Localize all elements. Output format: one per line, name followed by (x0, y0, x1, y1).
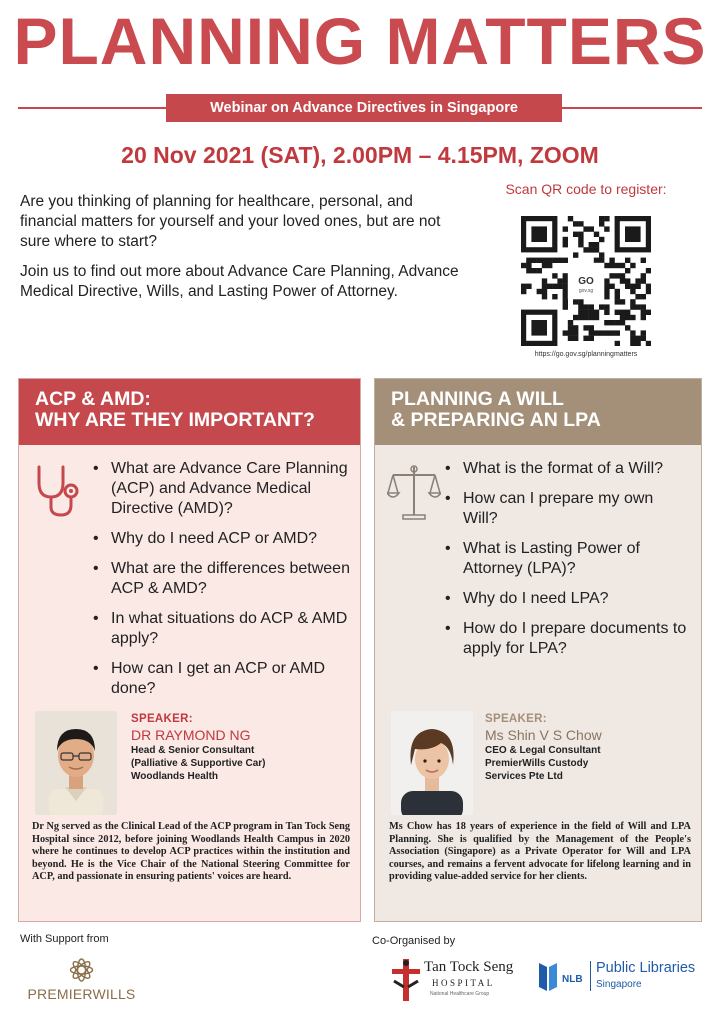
registration-qr-code[interactable] (521, 216, 651, 346)
qr-center-text: GO (578, 276, 594, 287)
support-label: With Support from (20, 933, 109, 945)
panel-heading-line: & PREPARING AN LPA (391, 409, 601, 431)
panel-heading-line: ACP & AMD: (35, 388, 151, 410)
question-item: • How can I get an ACP or AMD done? (91, 659, 353, 699)
qr-code-icon (521, 216, 651, 346)
speaker-role: Woodlands Health (131, 771, 219, 782)
qr-label: Scan QR code to register: (505, 181, 667, 197)
panel-heading (375, 379, 701, 445)
speaker-bio: Ms Chow has 18 years of experience in the field of Will and LPA Planning. She is qualified by the Management of the People's Association (Singapore) as a Private Operator for Will and LPA courses, and remains a fervent advocate for lifelong learning and in providing value-added service for her clients. (389, 821, 691, 882)
nlb-divider (590, 961, 591, 991)
speaker-photo (35, 711, 117, 815)
speaker-info (485, 713, 695, 783)
question-item: • What is the format of a Will? (443, 459, 691, 479)
question-item: • Why do I need ACP or AMD? (91, 529, 353, 549)
coorganiser-label: Co-Organised by (372, 935, 456, 947)
nlb-logo (536, 955, 704, 1001)
speaker-photo (391, 711, 473, 815)
speaker-bio: Dr Ng served as the Clinical Lead of the ACP program in Tan Tock Seng Hospital since 2012, before joining Woodlands Health Campus in 2020 where he continues to develop ACP practices within the institution and beyond. He is the Vice Chair of the National Steering Committee for ACP, and passionate in ensuring patients' voices are heard. (32, 821, 350, 882)
ttsh-name: Tan Tock Seng (424, 959, 514, 975)
qr-url[interactable]: https://go.gov.sg/planningmatters (534, 351, 638, 358)
speaker-role: PremierWills Custody (485, 758, 589, 769)
subtitle-banner: Webinar on Advance Directives in Singapore (166, 94, 562, 122)
question-item: • How do I prepare documents to apply for LPA? (443, 619, 691, 659)
speaker-role: Head & Senior Consultant (131, 745, 255, 756)
panel-heading-line: PLANNING A WILL (391, 388, 564, 410)
speaker-role: Services Pte Ltd (485, 771, 563, 782)
subtitle-rule-left (18, 107, 166, 109)
question-list (91, 459, 353, 709)
question-item: • How can I prepare my own Will? (443, 489, 691, 529)
speaker-info (131, 713, 351, 783)
intro-text (20, 192, 460, 312)
lotus-icon (24, 958, 139, 988)
ttsh-emblem-icon (390, 957, 422, 1003)
scales-icon (387, 463, 441, 523)
question-item: • In what situations do ACP & AMD apply? (91, 609, 353, 649)
nlb-title: Public Libraries (596, 960, 696, 976)
nlb-tag: NLB (562, 974, 583, 985)
speaker-name: Ms Shin V S Chow (485, 727, 602, 743)
nlb-subtitle: Singapore (596, 979, 642, 990)
panel-heading-line: WHY ARE THEY IMPORTANT? (35, 409, 315, 431)
page-title: PLANNING MATTERS (13, 4, 707, 78)
speaker-role: (Palliative & Supportive Car) (131, 758, 266, 769)
question-item: • Why do I need LPA? (443, 589, 691, 609)
event-date: 20 Nov 2021 (SAT), 2.00PM – 4.15PM, ZOOM (121, 142, 599, 168)
question-item: • What are the differences between ACP & AMD? (91, 559, 353, 599)
ttsh-hospital: HOSPITAL (432, 978, 495, 988)
subtitle-rule-right (562, 107, 702, 109)
nlb-book-icon (536, 959, 562, 995)
intro-paragraph: Join us to find out more about Advance Care Planning, Advance Medical Directive, Wills, and Lasting Power of Attorney. (20, 263, 459, 300)
stethoscope-icon (33, 463, 83, 519)
panel-heading (19, 379, 360, 445)
intro-paragraph: Are you thinking of planning for healthcare, personal, and financial matters for yourself and your loved ones, but are not sure where to start? (20, 193, 441, 250)
ttsh-logo (390, 955, 522, 1005)
will-lpa-panel (374, 378, 702, 922)
speaker-tag: SPEAKER: (485, 713, 547, 725)
qr-center-subtext: gov.sg (578, 288, 594, 294)
question-item: • What are Advance Care Planning (ACP) and Advance Medical Directive (AMD)? (91, 459, 353, 519)
ttsh-group: National Healthcare Group (430, 991, 490, 997)
question-list (443, 459, 691, 669)
question-item: • What is Lasting Power of Attorney (LPA)? (443, 539, 691, 579)
speaker-name: DR RAYMOND NG (131, 727, 251, 743)
premierwills-logo (24, 958, 139, 1004)
speaker-tag: SPEAKER: (131, 713, 193, 725)
premierwills-wordmark: PREMIERWILLS (27, 986, 136, 1002)
speaker-role: CEO & Legal Consultant (485, 745, 601, 756)
acp-amd-panel (18, 378, 361, 922)
